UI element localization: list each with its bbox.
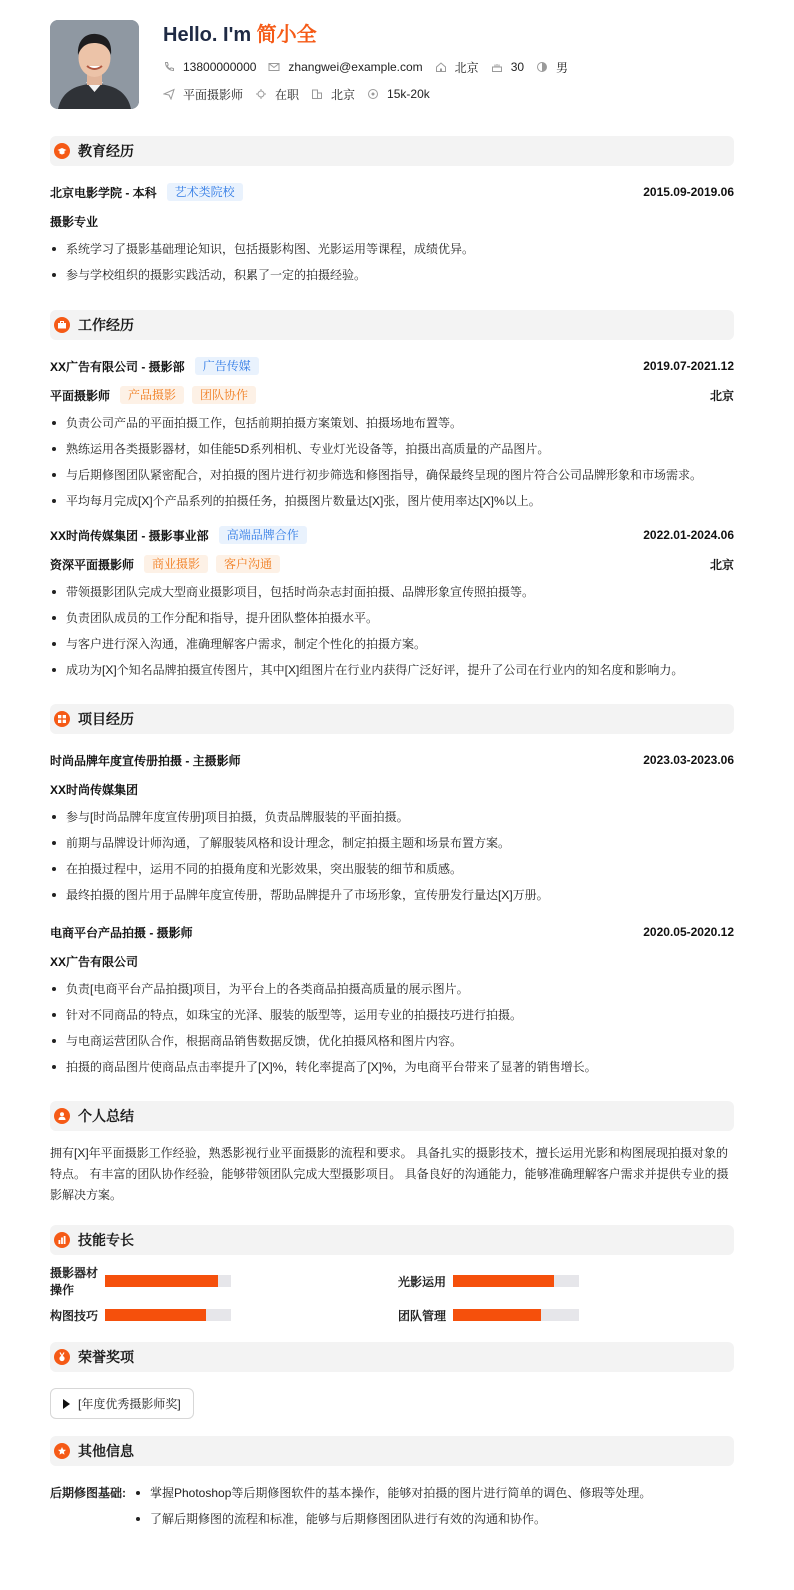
- skill-bar: [105, 1309, 231, 1321]
- position: 平面摄影师: [183, 87, 244, 102]
- project-row: [50, 751, 734, 769]
- skill-item: [398, 1274, 734, 1288]
- skills-grid: [50, 1266, 734, 1323]
- project-date: 2020.05-2020.12: [643, 925, 734, 939]
- avatar-photo: [50, 20, 139, 109]
- work-title: 工作经历: [78, 317, 134, 333]
- header-info: [163, 20, 580, 116]
- work-entry-2: [50, 526, 734, 678]
- contact-row: [163, 58, 580, 76]
- skill-bar-fill: [105, 1275, 218, 1287]
- education-header: [50, 136, 734, 166]
- education-bullets: [50, 241, 734, 283]
- skill-bar: [453, 1275, 579, 1287]
- skill-item: [398, 1308, 734, 1322]
- honor-label: [年度优秀摄影师奖]: [78, 1397, 181, 1411]
- company-tag: 广告传媒: [195, 357, 259, 375]
- mail-icon: [268, 61, 280, 73]
- honors-list: [50, 1388, 734, 1419]
- major-row: [50, 212, 734, 230]
- list-item: 掌握Photoshop等后期修图软件的基本操作，能够对拍摄的图片进行简单的调色、修瑕等处理。: [134, 1485, 651, 1501]
- project-bullets: [50, 809, 734, 903]
- role-row: [50, 555, 734, 573]
- list-item: 负责[电商平台产品拍摄]项目，为平台上的各类商品拍摄高质量的展示图片。: [50, 981, 734, 997]
- list-item: 平均每月完成[X]个产品系列的拍摄任务，拍摄图片数量达[X]张，图片使用率达[X]%以上。: [50, 493, 734, 509]
- other-title: 其他信息: [78, 1443, 134, 1459]
- skill-item: [50, 1308, 398, 1322]
- list-item: 前期与品牌设计师沟通，了解服装风格和设计理念，制定拍摄主题和场景布置方案。: [50, 835, 734, 851]
- role: 平面摄影师: [50, 388, 111, 403]
- list-item: 熟练运用各类摄影器材，如佳能5D系列相机、专业灯光设备等，拍摄出高质量的产品图片。: [50, 441, 734, 457]
- projects-header: [50, 704, 734, 734]
- list-item: 带领摄影团队完成大型商业摄影项目，包括时尚杂志封面拍摄、品牌形象宣传照拍摄等。: [50, 584, 734, 600]
- greeting: Hello. I'm: [163, 24, 252, 46]
- other-section: [50, 1436, 734, 1537]
- list-item: 负责团队成员的工作分配和指导，提升团队整体拍摄水平。: [50, 610, 734, 626]
- status: 在职: [275, 87, 300, 102]
- skill-name: 团队管理: [398, 1308, 447, 1323]
- project-row: [50, 923, 734, 941]
- salary-item: [367, 87, 430, 101]
- company-tag: 高端品牌合作: [219, 526, 307, 544]
- work-location: 北京: [709, 557, 734, 572]
- education-left: [50, 183, 243, 201]
- building-icon: [311, 88, 323, 100]
- cake-icon: [491, 61, 503, 73]
- honors-header: [50, 1342, 734, 1372]
- coin-icon: [367, 88, 379, 100]
- skill-bar: [105, 1275, 231, 1287]
- person-icon: [54, 1108, 70, 1124]
- list-item: 了解后期修图的流程和标准，能够与后期修图团队进行有效的沟通和协作。: [134, 1511, 651, 1527]
- project-org: XX广告有限公司: [50, 954, 139, 969]
- role: 资深平面摄影师: [50, 557, 135, 572]
- project-name: 电商平台产品拍摄 - 摄影师: [50, 925, 193, 940]
- work-bullets: [50, 584, 734, 678]
- salary: 15k-20k: [387, 87, 430, 101]
- email: zhangwei@example.com: [288, 60, 423, 74]
- skill-bar-fill: [105, 1309, 206, 1321]
- city: 北京: [454, 60, 479, 75]
- company-left: [50, 526, 307, 544]
- info-icon: [54, 1443, 70, 1459]
- skills-title: 技能专长: [78, 1232, 134, 1248]
- skills-header: [50, 1225, 734, 1255]
- target-city: 北京: [331, 87, 356, 102]
- company-name: XX广告有限公司 - 摄影部: [50, 359, 185, 374]
- avatar: [50, 20, 139, 109]
- other-label: 后期修图基础:: [50, 1486, 126, 1500]
- age-item: [491, 60, 524, 74]
- skill-bar: [453, 1309, 579, 1321]
- greeting-line: [163, 22, 580, 48]
- job-row: [163, 85, 580, 103]
- email-item: [268, 60, 422, 74]
- phone: 13800000000: [183, 60, 257, 74]
- skill-bar-fill: [453, 1309, 541, 1321]
- other-content: [50, 1485, 734, 1537]
- graduation-cap-icon: [54, 143, 70, 159]
- honor-item[interactable]: [50, 1388, 194, 1419]
- other-header: [50, 1436, 734, 1466]
- resume-header: [50, 20, 734, 116]
- company-row: [50, 526, 734, 544]
- education-row: [50, 183, 734, 201]
- play-icon: [63, 1399, 70, 1409]
- list-item: 系统学习了摄影基础理论知识，包括摄影构图、光影运用等课程，成绩优异。: [50, 241, 734, 257]
- role-tag: 客户沟通: [216, 555, 280, 573]
- candidate-name: 简小全: [256, 24, 317, 46]
- list-item: 最终拍摄的图片用于品牌年度宣传册，帮助品牌提升了市场形象，宣传册发行量达[X]万册。: [50, 887, 734, 903]
- list-item: 在拍摄过程中，运用不同的拍摄角度和光影效果，突出服装的细节和质感。: [50, 861, 734, 877]
- grid-icon: [54, 711, 70, 727]
- education-date: 2015.09-2019.06: [643, 185, 734, 199]
- work-entry-1: [50, 357, 734, 509]
- honors-title: 荣誉奖项: [78, 1349, 134, 1365]
- education-section: [50, 136, 734, 283]
- list-item: 参与学校组织的摄影实践活动，积累了一定的拍摄经验。: [50, 267, 734, 283]
- target-city-item: [311, 86, 355, 103]
- list-item: 针对不同商品的特点，如珠宝的光泽、服装的版型等，运用专业的拍摄技巧进行拍摄。: [50, 1007, 734, 1023]
- project-entry-2: [50, 923, 734, 1075]
- work-section: [50, 310, 734, 678]
- skill-name: 摄影器材操作: [50, 1266, 99, 1297]
- role-left: [50, 555, 280, 573]
- project-org: XX时尚传媒集团: [50, 782, 139, 797]
- status-item: [255, 86, 299, 103]
- summary-section: [50, 1101, 734, 1206]
- projects-section: [50, 704, 734, 1075]
- list-item: 与客户进行深入沟通，准确理解客户需求，制定个性化的拍摄方案。: [50, 636, 734, 652]
- work-location: 北京: [709, 388, 734, 403]
- role-tag: 商业摄影: [144, 555, 208, 573]
- skills-section: [50, 1225, 734, 1322]
- role-tag: 产品摄影: [120, 386, 184, 404]
- medal-icon: [54, 1349, 70, 1365]
- list-item: 与电商运营团队合作，根据商品销售数据反馈，优化拍摄风格和图片内容。: [50, 1033, 734, 1049]
- city-item: [435, 59, 479, 76]
- gender-icon: [536, 61, 548, 73]
- list-item: 负责公司产品的平面拍摄工作，包括前期拍摄方案策划、拍摄场地布置等。: [50, 415, 734, 431]
- project-org-row: [50, 780, 734, 798]
- phone-icon: [163, 61, 175, 73]
- education-title: 教育经历: [78, 143, 134, 159]
- project-bullets: [50, 981, 734, 1075]
- summary-title: 个人总结: [78, 1108, 134, 1124]
- age: 30: [510, 60, 525, 74]
- gender: 男: [556, 60, 569, 75]
- project-org-row: [50, 952, 734, 970]
- send-icon: [163, 88, 175, 100]
- work-date: 2022.01-2024.06: [643, 528, 734, 542]
- project-date: 2023.03-2023.06: [643, 753, 734, 767]
- company-row: [50, 357, 734, 375]
- summary-header: [50, 1101, 734, 1131]
- project-name: 时尚品牌年度宣传册拍摄 - 主摄影师: [50, 753, 241, 768]
- company-name: XX时尚传媒集团 - 摄影事业部: [50, 528, 209, 543]
- list-item: 成功为[X]个知名品牌拍摄宣传图片，其中[X]组图片在行业内获得广泛好评，提升了公司在行业内的知名度和影响力。: [50, 662, 734, 678]
- summary-text: 拥有[X]年平面摄影工作经验，熟悉影视行业平面摄影的流程和要求。 具备扎实的摄影技术，擅长运用光影和构图展现拍摄对象的特点。 有丰富的团队协作经验，能够带领团队完成大型摄影项目。 具备良好的沟通能力，能够准确理解客户需求并提供专业的摄影解决方案。: [50, 1146, 729, 1202]
- honors-section: [50, 1342, 734, 1419]
- skill-name: 光影运用: [398, 1274, 447, 1289]
- role-row: [50, 386, 734, 404]
- phone-item: [163, 60, 256, 74]
- work-date: 2019.07-2021.12: [643, 359, 734, 373]
- role-left: [50, 386, 256, 404]
- briefcase-icon: [54, 317, 70, 333]
- major: 摄影专业: [50, 214, 99, 229]
- list-item: 拍摄的商品图片使商品点击率提升了[X]%，转化率提高了[X]%，为电商平台带来了显著的销售增长。: [50, 1059, 734, 1075]
- bar-chart-icon: [54, 1232, 70, 1248]
- list-item: 参与[时尚品牌年度宣传册]项目拍摄，负责品牌服装的平面拍摄。: [50, 809, 734, 825]
- position-item: [163, 86, 243, 103]
- school-name: 北京电影学院 - 本科: [50, 185, 157, 200]
- list-item: 与后期修图团队紧密配合，对拍摄的图片进行初步筛选和修图指导，确保最终呈现的图片符合公司品牌形象和市场需求。: [50, 467, 734, 483]
- school-tag: 艺术类院校: [167, 183, 243, 201]
- work-bullets: [50, 415, 734, 509]
- projects-title: 项目经历: [78, 711, 134, 727]
- company-left: [50, 357, 259, 375]
- skill-name: 构图技巧: [50, 1308, 99, 1323]
- project-entry-1: [50, 751, 734, 903]
- role-tag: 团队协作: [192, 386, 256, 404]
- other-bullets: [134, 1485, 651, 1537]
- work-header: [50, 310, 734, 340]
- gender-item: [536, 59, 568, 76]
- skill-bar-fill: [453, 1275, 554, 1287]
- skill-item: [50, 1266, 398, 1297]
- home-icon: [435, 61, 447, 73]
- status-icon: [255, 88, 267, 100]
